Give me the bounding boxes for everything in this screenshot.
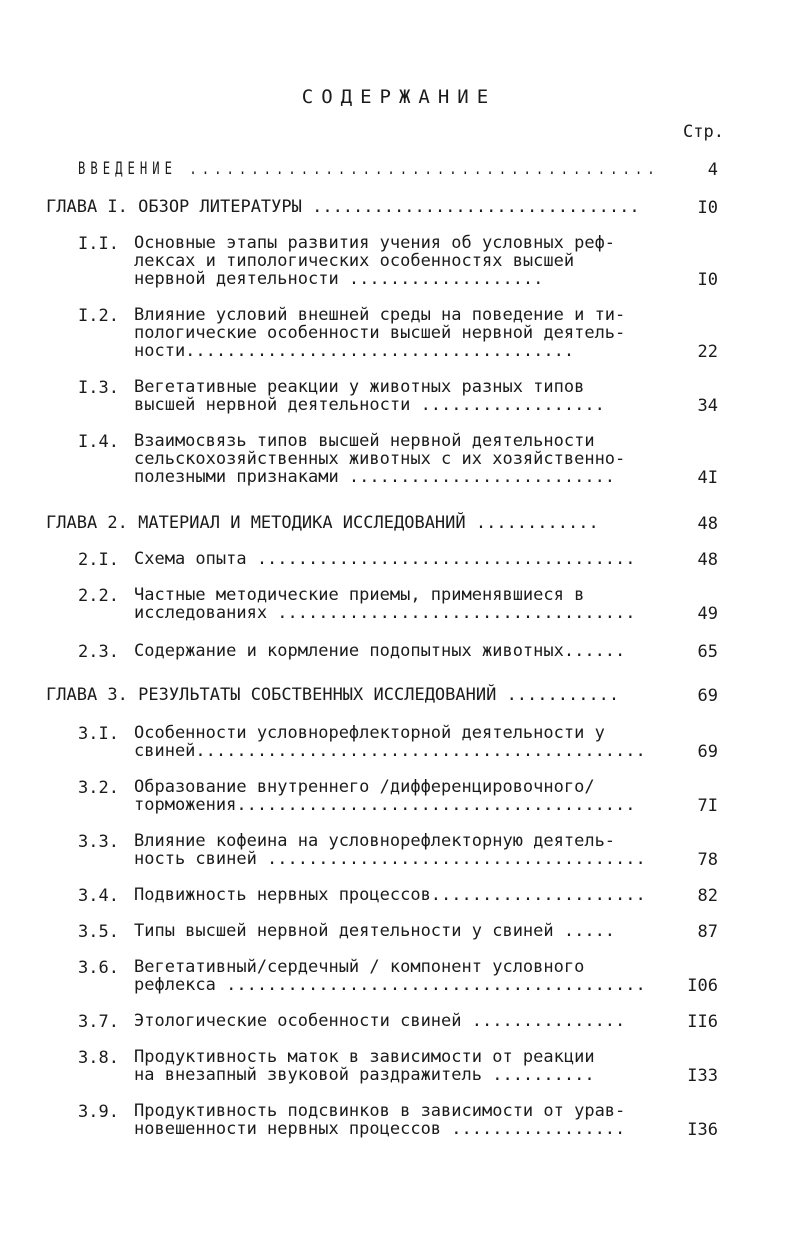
toc-section-page: 7I — [697, 796, 718, 816]
toc-section-line[interactable]: ности...................................... — [134, 341, 575, 361]
toc-section-line[interactable]: Продуктивность подсвинков в зависимости от урав- — [134, 1101, 626, 1121]
toc-section-page: 22 — [697, 342, 718, 362]
toc-section-line[interactable]: высшей нервной деятельности .................. — [134, 395, 605, 415]
toc-section-page: I33 — [687, 1066, 718, 1086]
toc-section-page: I0 — [697, 270, 718, 290]
toc-section-line[interactable]: Частные методические приемы, применявшиеся в — [134, 585, 585, 605]
toc-section-page: II6 — [687, 1012, 718, 1032]
toc-section-line[interactable]: Схема опыта ..................................... — [134, 549, 636, 569]
page-title: СОДЕРЖАНИЕ — [301, 86, 497, 108]
toc-section-number: I.2. — [78, 306, 119, 326]
toc-section-line[interactable]: Влияние условий внешней среды на поведение и ти- — [134, 305, 626, 325]
toc-section-line[interactable]: исследованиях ................................... — [134, 603, 636, 623]
toc-section-page: 48 — [697, 550, 718, 570]
toc-section-line[interactable]: Этологические особенности свиней ............... — [134, 1011, 626, 1031]
toc-section-line[interactable]: пологические особенности высшей нервной деятель- — [134, 323, 626, 343]
toc-section-line[interactable]: свиней............................................ — [134, 741, 646, 761]
toc-section-page: 82 — [697, 886, 718, 906]
toc-chapter-3[interactable]: ГЛАВА 3. РЕЗУЛЬТАТЫ СОБСТВЕННЫХ ИССЛЕДОВАНИЙ ........... — [46, 685, 620, 705]
toc-section-number: 3.6. — [78, 958, 119, 978]
toc-section-number: 2.I. — [78, 550, 119, 570]
toc-section-number: I.4. — [78, 432, 119, 452]
toc-chapter-1[interactable]: ГЛАВА I. ОБЗОР ЛИТЕРАТУРЫ ................................ — [46, 197, 640, 217]
toc-section-line[interactable]: торможения....................................... — [134, 795, 636, 815]
toc-section-page: 87 — [697, 922, 718, 942]
toc-page-chapter-2: 48 — [697, 514, 718, 534]
toc-section-number: 3.4. — [78, 886, 119, 906]
toc-section-line[interactable]: Основные этапы развития учения об условных реф- — [134, 233, 616, 253]
toc-page-chapter-1: I0 — [697, 198, 718, 218]
toc-section-line[interactable]: лексах и типологических особенностях высшей — [134, 251, 575, 271]
toc-section-line[interactable]: Подвижность нервных процессов..................... — [134, 885, 646, 905]
toc-section-line[interactable]: ность свиней ..................................... — [134, 849, 646, 869]
toc-section-line[interactable]: Особенности условнорефлекторной деятельности у — [134, 723, 605, 743]
toc-section-line[interactable]: Образование внутреннего /дифференцировочного/ — [134, 777, 595, 797]
toc-section-line[interactable]: Типы высшей нервной деятельности у свиней ..... — [134, 921, 616, 941]
toc-section-line[interactable]: Вегетативный/сердечный / компонент условного — [134, 957, 585, 977]
toc-section-page: 65 — [697, 642, 718, 662]
toc-section-line[interactable]: Вегетативные реакции у животных разных типов — [134, 377, 585, 397]
toc-section-number: 3.7. — [78, 1012, 119, 1032]
toc-section-page: 34 — [697, 396, 718, 416]
toc-section-number: 2.2. — [78, 586, 119, 606]
toc-section-page: 69 — [697, 742, 718, 762]
toc-section-line[interactable]: сельскохозяйственных животных с их хозяйственно- — [134, 449, 626, 469]
toc-section-number: 2.3. — [78, 642, 119, 662]
toc-section-line[interactable]: рефлекса ......................................... — [134, 975, 646, 995]
toc-section-line[interactable]: новешенности нервных процессов ................. — [134, 1119, 626, 1139]
toc-page-intro: 4 — [707, 160, 718, 180]
toc-section-page: 4I — [697, 468, 718, 488]
toc-section-line[interactable]: Продуктивность маток в зависимости от реакции — [134, 1047, 595, 1067]
toc-section-line[interactable]: Содержание и кормление подопытных животных...... — [134, 641, 626, 661]
toc-section-line[interactable]: Влияние кофеина на условнорефлекторную деятель- — [134, 831, 616, 851]
toc-section-line[interactable]: на внезапный звуковой раздражитель .......... — [134, 1065, 595, 1085]
toc-section-number: 3.I. — [78, 724, 119, 744]
page-column-header: Стр. — [683, 122, 724, 142]
toc-section-number: 3.9. — [78, 1102, 119, 1122]
toc-section-number: I.I. — [78, 234, 119, 254]
toc-section-line[interactable]: нервной деятельности ................... — [134, 269, 544, 289]
toc-section-line[interactable]: Взаимосвязь типов высшей нервной деятельности — [134, 431, 595, 451]
toc-section-number: I.3. — [78, 378, 119, 398]
toc-section-page: I06 — [687, 976, 718, 996]
toc-section-line[interactable]: полезными признаками .......................... — [134, 467, 616, 487]
toc-entry-intro[interactable]: ВВЕДЕНИЕ ...................................... — [78, 159, 660, 179]
toc-section-number: 3.2. — [78, 778, 119, 798]
toc-section-page: 78 — [697, 850, 718, 870]
toc-section-number: 3.8. — [78, 1048, 119, 1068]
toc-section-number: 3.3. — [78, 832, 119, 852]
toc-section-page: I36 — [687, 1120, 718, 1140]
toc-page-chapter-3: 69 — [697, 686, 718, 706]
toc-section-number: 3.5. — [78, 922, 119, 942]
toc-section-page: 49 — [697, 604, 718, 624]
toc-chapter-2[interactable]: ГЛАВА 2. МАТЕРИАЛ И МЕТОДИКА ИССЛЕДОВАНИЙ ............ — [46, 513, 599, 533]
